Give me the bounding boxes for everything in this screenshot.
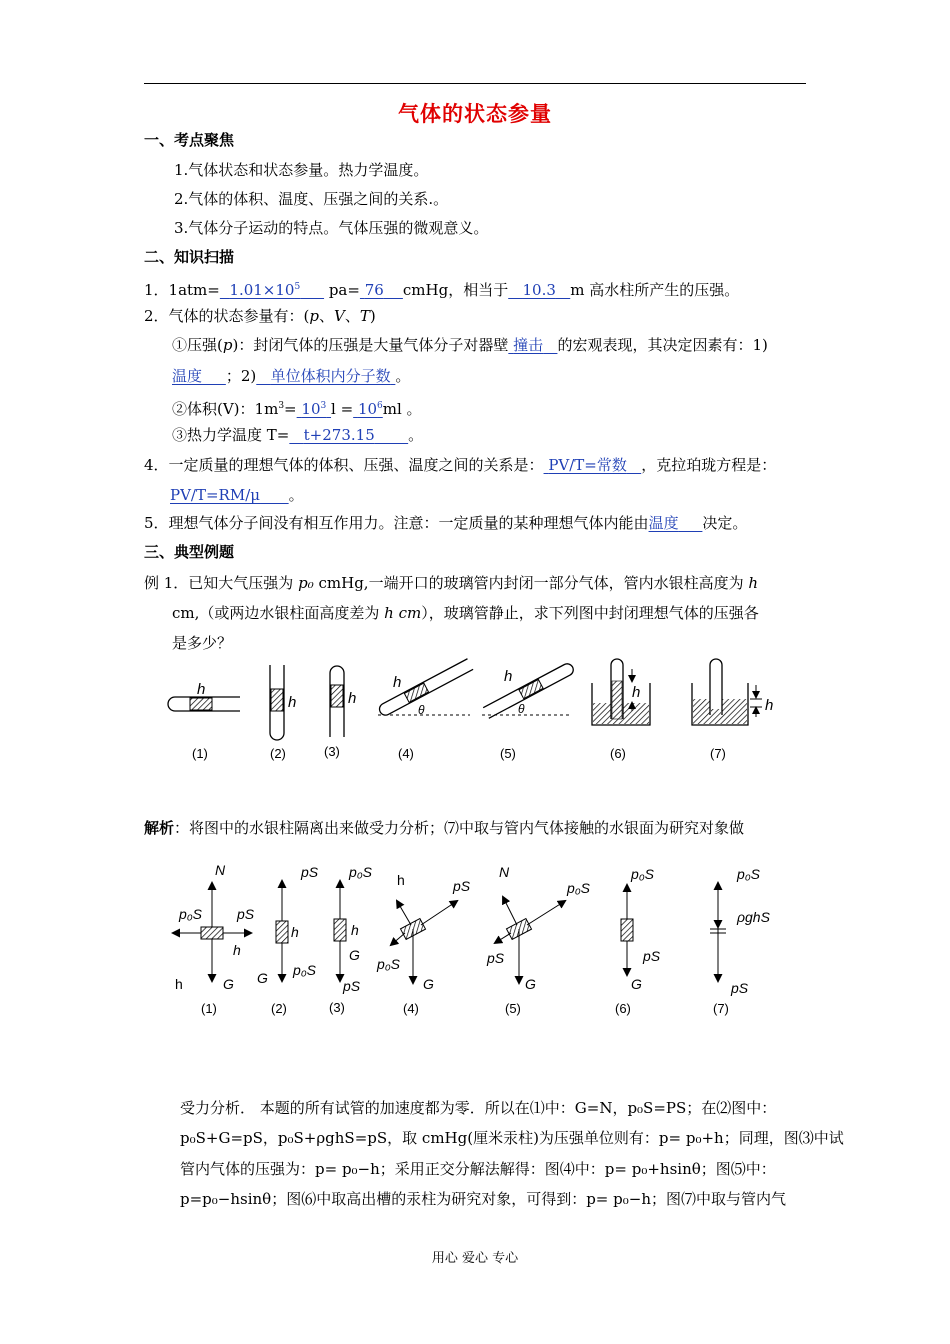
symbol-t: T bbox=[359, 307, 370, 325]
solution-line-4: p=p₀−hsinθ；图⑹中取高出槽的汞柱为研究对象，可得到：p= p₀−h；图⑺中取与管内气 bbox=[180, 1190, 786, 1208]
text: ③热力学温度 T= bbox=[172, 426, 290, 444]
focus-item-2: 2.气体的体积、温度、压强之间的关系.。 bbox=[174, 190, 449, 208]
solution-line-1: 受力分析． 本题的所有试管的加速度都为零．所以在⑴中：G=N，p₀S=PS；在⑵图中： bbox=[180, 1099, 777, 1117]
force-label-pS: pS bbox=[453, 878, 471, 894]
text: ：将图中的水银柱隔离出来做受力分析；⑺中取与管内气体接触的水银面为研究对象做 bbox=[174, 819, 745, 837]
force-diagram-3 bbox=[334, 864, 373, 994]
answer-ml bbox=[353, 400, 383, 418]
knowledge-item-1 bbox=[144, 277, 739, 300]
exponent: 5 bbox=[294, 282, 301, 292]
text: ；2) bbox=[225, 367, 257, 385]
force-label-pS: pS bbox=[487, 950, 505, 966]
force-label-G: G bbox=[423, 976, 434, 992]
answer-density bbox=[256, 367, 395, 385]
figure-6-tube-in-trough bbox=[592, 659, 650, 725]
force-label-p0S: p₀S bbox=[567, 880, 591, 896]
figure-2-vertical-tube-open-up bbox=[270, 665, 296, 740]
text: 4．一定质量的理想气体的体积、压强、温度之间的关系是： bbox=[144, 456, 544, 474]
answer-water-height bbox=[508, 281, 570, 299]
example-1-line-1 bbox=[144, 573, 758, 593]
focus-item-1: 1.气体状态和状态参量。热力学温度。 bbox=[174, 161, 429, 179]
theta-label: θ bbox=[418, 703, 425, 717]
force-label-G: G bbox=[349, 947, 360, 963]
figure-label-2: (2) bbox=[271, 1001, 287, 1016]
answer-cmhg bbox=[360, 281, 403, 299]
answer-value: 单位体积内分子数 bbox=[270, 367, 391, 385]
example-1-line-2 bbox=[172, 603, 759, 623]
figure-label-2: (2) bbox=[270, 746, 286, 761]
answer-value: t+273.15 bbox=[303, 426, 375, 444]
figure-7-tube-in-trough bbox=[692, 659, 773, 725]
force-label-p0S: p₀S bbox=[377, 956, 401, 972]
solution-line-3: 管内气体的压强为：p= p₀−h；采用正交分解法解得：图⑷中：p= p₀+hsinθ；图⑸中： bbox=[180, 1160, 776, 1178]
figure-1-horizontal-tube bbox=[168, 681, 240, 711]
text: 例 1．已知大气压强为 bbox=[144, 574, 299, 592]
force-label-G: G bbox=[257, 970, 268, 986]
force-label-h: h bbox=[175, 976, 183, 992]
text: l = bbox=[331, 400, 354, 418]
page-footer: 用心 爱心 专心 bbox=[431, 1251, 519, 1266]
force-label-pS: pS bbox=[301, 864, 319, 880]
tube-configurations-figure bbox=[150, 655, 790, 765]
text: m 高水柱所产生的压强。 bbox=[570, 281, 740, 299]
figure-label-4: (4) bbox=[403, 1001, 419, 1016]
figure-label-4: (4) bbox=[398, 746, 414, 761]
section-heading-examples: 三、典型例题 bbox=[144, 543, 235, 561]
text: 2．气体的状态参量有：( bbox=[144, 307, 310, 325]
knowledge-item-2a-cont bbox=[172, 366, 410, 386]
figure-label-6: (6) bbox=[610, 746, 626, 761]
text: 的宏观表现，其决定因素有：1) bbox=[557, 336, 768, 354]
force-label-h: h bbox=[233, 942, 241, 958]
knowledge-item-4 bbox=[144, 455, 776, 475]
answer-value: 温度 bbox=[648, 514, 679, 532]
figure-label-3: (3) bbox=[324, 744, 340, 759]
analysis-label: 解析 bbox=[144, 819, 175, 837]
answer-value: 76 bbox=[364, 281, 384, 299]
text: 、 bbox=[344, 307, 360, 325]
text: cmHg,一端开口的玻璃管内封闭一部分气体，管内水银柱高度为 bbox=[313, 574, 749, 592]
knowledge-item-2a bbox=[172, 335, 768, 355]
h-label: h bbox=[504, 668, 513, 685]
answer-internal-energy bbox=[649, 514, 703, 532]
symbol-p: p bbox=[309, 307, 320, 325]
force-label-p0S: p₀S bbox=[349, 864, 373, 880]
answer-value: PV/T=RM/μ bbox=[170, 486, 261, 504]
focus-item-3: 3.气体分子运动的特点。气体压强的微观意义。 bbox=[174, 219, 489, 237]
solution-line-2: p₀S+G=pS，p₀S+ρghS=pS，取 cmHg(厘米汞柱)为压强单位则有：p= p₀+h；同理，图⑶中试 bbox=[180, 1129, 844, 1147]
text: 1．1atm= bbox=[144, 281, 220, 299]
text: cm,（或两边水银柱面高度差为 bbox=[172, 604, 385, 622]
answer-clapeyron bbox=[170, 486, 289, 504]
text: )：封闭气体的压强是大量气体分子对器壁 bbox=[232, 336, 509, 354]
theta-label: θ bbox=[518, 702, 525, 716]
symbol-p0: p₀ bbox=[298, 574, 314, 592]
figure-5-inclined-tube bbox=[482, 662, 575, 719]
h-label: h bbox=[393, 674, 402, 691]
text: ②体积(V)：1m bbox=[172, 400, 279, 418]
knowledge-item-4-cont bbox=[170, 485, 304, 505]
text: pa= bbox=[324, 281, 360, 299]
figure-label-3: (3) bbox=[329, 1000, 345, 1015]
force-label-N: N bbox=[499, 864, 510, 880]
force-label-h: h bbox=[397, 872, 405, 888]
answer-value: 1.01×10 bbox=[229, 281, 295, 299]
text: 决定。 bbox=[702, 514, 748, 532]
answer-atm-pa bbox=[220, 281, 324, 299]
answer-value: 温度 bbox=[172, 367, 203, 385]
force-label-p0S: p₀S bbox=[737, 866, 761, 882]
force-label-pS: pS bbox=[237, 906, 255, 922]
force-diagram-2 bbox=[257, 864, 319, 986]
symbol-h-cm: h cm bbox=[384, 604, 422, 622]
knowledge-item-2c bbox=[172, 425, 423, 445]
force-label-h: h bbox=[291, 924, 299, 940]
answer-gas-law bbox=[544, 456, 642, 474]
section-heading-knowledge: 二、知识扫描 bbox=[144, 248, 235, 266]
force-label-pS: pS bbox=[643, 948, 661, 964]
text: 。 bbox=[408, 426, 424, 444]
text: ①压强( bbox=[172, 336, 223, 354]
answer-value: PV/T=常数 bbox=[548, 456, 627, 474]
force-label-h: h bbox=[351, 922, 359, 938]
knowledge-item-2 bbox=[144, 306, 376, 326]
figure-3-vertical-tube-open-down bbox=[330, 666, 356, 737]
text: ），玻璃管静止，求下列图中封闭理想气体的压强各 bbox=[421, 604, 759, 622]
page-title: 气体的状态参量 bbox=[398, 101, 552, 126]
analysis-line bbox=[144, 818, 744, 838]
answer-litres bbox=[297, 400, 331, 418]
exponent: 6 bbox=[377, 401, 383, 411]
figure-4-inclined-tube bbox=[377, 659, 473, 717]
symbol-v: V bbox=[334, 307, 345, 325]
exponent: 3 bbox=[278, 401, 285, 411]
answer-collision bbox=[508, 336, 557, 354]
force-label-G: G bbox=[223, 976, 234, 992]
figure-label-7: (7) bbox=[710, 746, 726, 761]
text: 。 bbox=[395, 367, 411, 385]
force-diagram-6 bbox=[621, 866, 661, 992]
knowledge-item-5 bbox=[144, 513, 747, 533]
text: 、 bbox=[319, 307, 335, 325]
knowledge-item-2b bbox=[172, 396, 422, 419]
text: ml 。 bbox=[382, 400, 422, 418]
force-label-N: N bbox=[215, 862, 226, 878]
force-label-p0S: p₀S bbox=[179, 906, 203, 922]
force-label-p0S: p₀S bbox=[631, 866, 655, 882]
answer-temperature bbox=[172, 367, 226, 385]
answer-value: 10 bbox=[301, 400, 321, 418]
force-diagram-1 bbox=[173, 862, 255, 992]
header-rule bbox=[144, 83, 806, 84]
text: ) bbox=[369, 307, 376, 325]
force-label-rhoghS: ρghS bbox=[737, 909, 770, 925]
answer-value: 10 bbox=[357, 400, 378, 418]
force-label-pS: pS bbox=[731, 980, 749, 996]
figure-label-6: (6) bbox=[615, 1001, 631, 1016]
force-diagram-7 bbox=[710, 866, 771, 996]
answer-kelvin bbox=[289, 426, 408, 444]
example-1-line-3: 是多少？ bbox=[172, 634, 233, 652]
section-heading-focus: 一、考点聚焦 bbox=[144, 131, 235, 149]
text: cmHg，相当于 bbox=[402, 281, 509, 299]
h-label: h bbox=[288, 694, 297, 711]
h-label: h bbox=[348, 690, 357, 707]
exponent: 3 bbox=[320, 401, 327, 411]
figure-label-5: (5) bbox=[500, 746, 516, 761]
h-label: h bbox=[197, 681, 206, 698]
symbol-h: h bbox=[748, 574, 759, 592]
symbol-p: p bbox=[222, 336, 233, 354]
h-label: h bbox=[632, 684, 641, 701]
figure-label-5: (5) bbox=[505, 1001, 521, 1016]
h-label: h bbox=[765, 697, 774, 714]
answer-value: 撞击 bbox=[513, 336, 544, 354]
force-diagram-5 bbox=[486, 864, 591, 992]
text: ，克拉珀珑方程是： bbox=[641, 456, 777, 474]
force-label-pS: pS bbox=[343, 978, 361, 994]
force-label-G: G bbox=[525, 976, 536, 992]
figure-label-7: (7) bbox=[713, 1001, 729, 1016]
figure-label-1: (1) bbox=[201, 1001, 217, 1016]
text: = bbox=[284, 400, 297, 418]
text: 。 bbox=[288, 486, 304, 504]
force-label-p0S: p₀S bbox=[293, 962, 317, 978]
force-diagrams-figure bbox=[165, 855, 795, 1025]
force-label-G: G bbox=[631, 976, 642, 992]
figure-label-1: (1) bbox=[192, 746, 208, 761]
force-diagram-4 bbox=[376, 872, 471, 992]
text: 5．理想气体分子间没有相互作用力。注意：一定质量的某种理想气体内能由 bbox=[144, 514, 649, 532]
answer-value: 10.3 bbox=[522, 281, 556, 299]
